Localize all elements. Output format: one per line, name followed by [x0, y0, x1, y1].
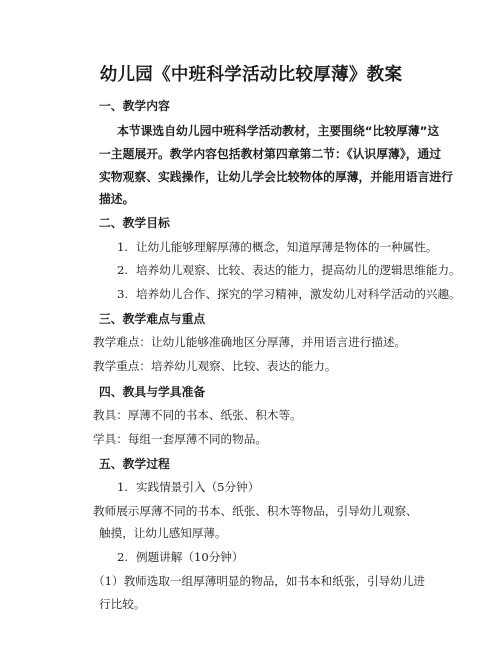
process-paragraph-line: 触摸，让幼儿感知厚薄。 — [99, 526, 227, 540]
difficulty-text: 教学难点：让幼儿能够准确地区分厚薄，并用语言进行描述。 — [93, 335, 407, 349]
step-number: 2. — [117, 550, 129, 564]
step-number: 1. — [117, 480, 129, 494]
objective-item — [117, 239, 437, 255]
objective-number: 3. — [117, 287, 129, 301]
step-title: 例题讲解（10分钟） — [136, 550, 244, 564]
process-paragraph-line: 行比较。 — [99, 597, 146, 611]
objective-text: 培养幼儿合作、探究的学习精神，激发幼儿对科学活动的兴趣。 — [136, 287, 461, 301]
objective-number: 1. — [117, 240, 129, 254]
objective-text: 让幼儿能够理解厚薄的概念，知道厚薄是物体的一种属性。 — [136, 240, 438, 254]
section-heading-content: 一、教学内容 — [99, 99, 170, 113]
content-paragraph-line: 本节课选自幼儿园中班科学活动教材，主要围绕“比较厚薄”这 — [117, 124, 440, 138]
document-title: 幼儿园《中班科学活动比较厚薄》教案 — [99, 65, 403, 85]
section-heading-process: 五、教学过程 — [99, 457, 170, 471]
section-heading-materials: 四、教具与学具准备 — [99, 385, 206, 399]
process-paragraph-line: 教师展示厚薄不同的书本、纸张、积木等物品，引导幼儿观察、 — [93, 504, 418, 518]
content-paragraph-line: 描述。 — [99, 192, 135, 206]
objective-number: 2. — [117, 263, 129, 277]
objective-item — [117, 262, 461, 278]
objective-item — [117, 286, 461, 302]
process-paragraph-line: （1）教师选取一组厚薄明显的物品，如书本和纸张，引导幼儿进 — [93, 574, 426, 588]
key-point-text: 教学重点：培养幼儿观察、比较、表达的能力。 — [93, 359, 337, 373]
section-heading-objectives: 二、教学目标 — [99, 216, 170, 230]
content-paragraph-line: 一主题展开。教学内容包括教材第四章第二节：《认识厚薄》，通过 — [99, 147, 442, 161]
section-heading-difficulty: 三、教学难点与重点 — [99, 312, 206, 326]
objective-text: 培养幼儿观察、比较、表达的能力，提高幼儿的逻辑思维能力。 — [136, 263, 461, 277]
teacher-tools-text: 教具：厚薄不同的书本、纸张、积木等。 — [93, 408, 302, 422]
process-step — [117, 549, 244, 565]
content-paragraph-line: 实物观察、实践操作，让幼儿学会比较物体的厚薄，并能用语言进行 — [99, 170, 453, 184]
student-tools-text: 学具：每组一套厚薄不同的物品。 — [93, 432, 267, 446]
process-step — [117, 479, 259, 495]
step-title: 实践情景引入（5分钟） — [136, 480, 260, 494]
